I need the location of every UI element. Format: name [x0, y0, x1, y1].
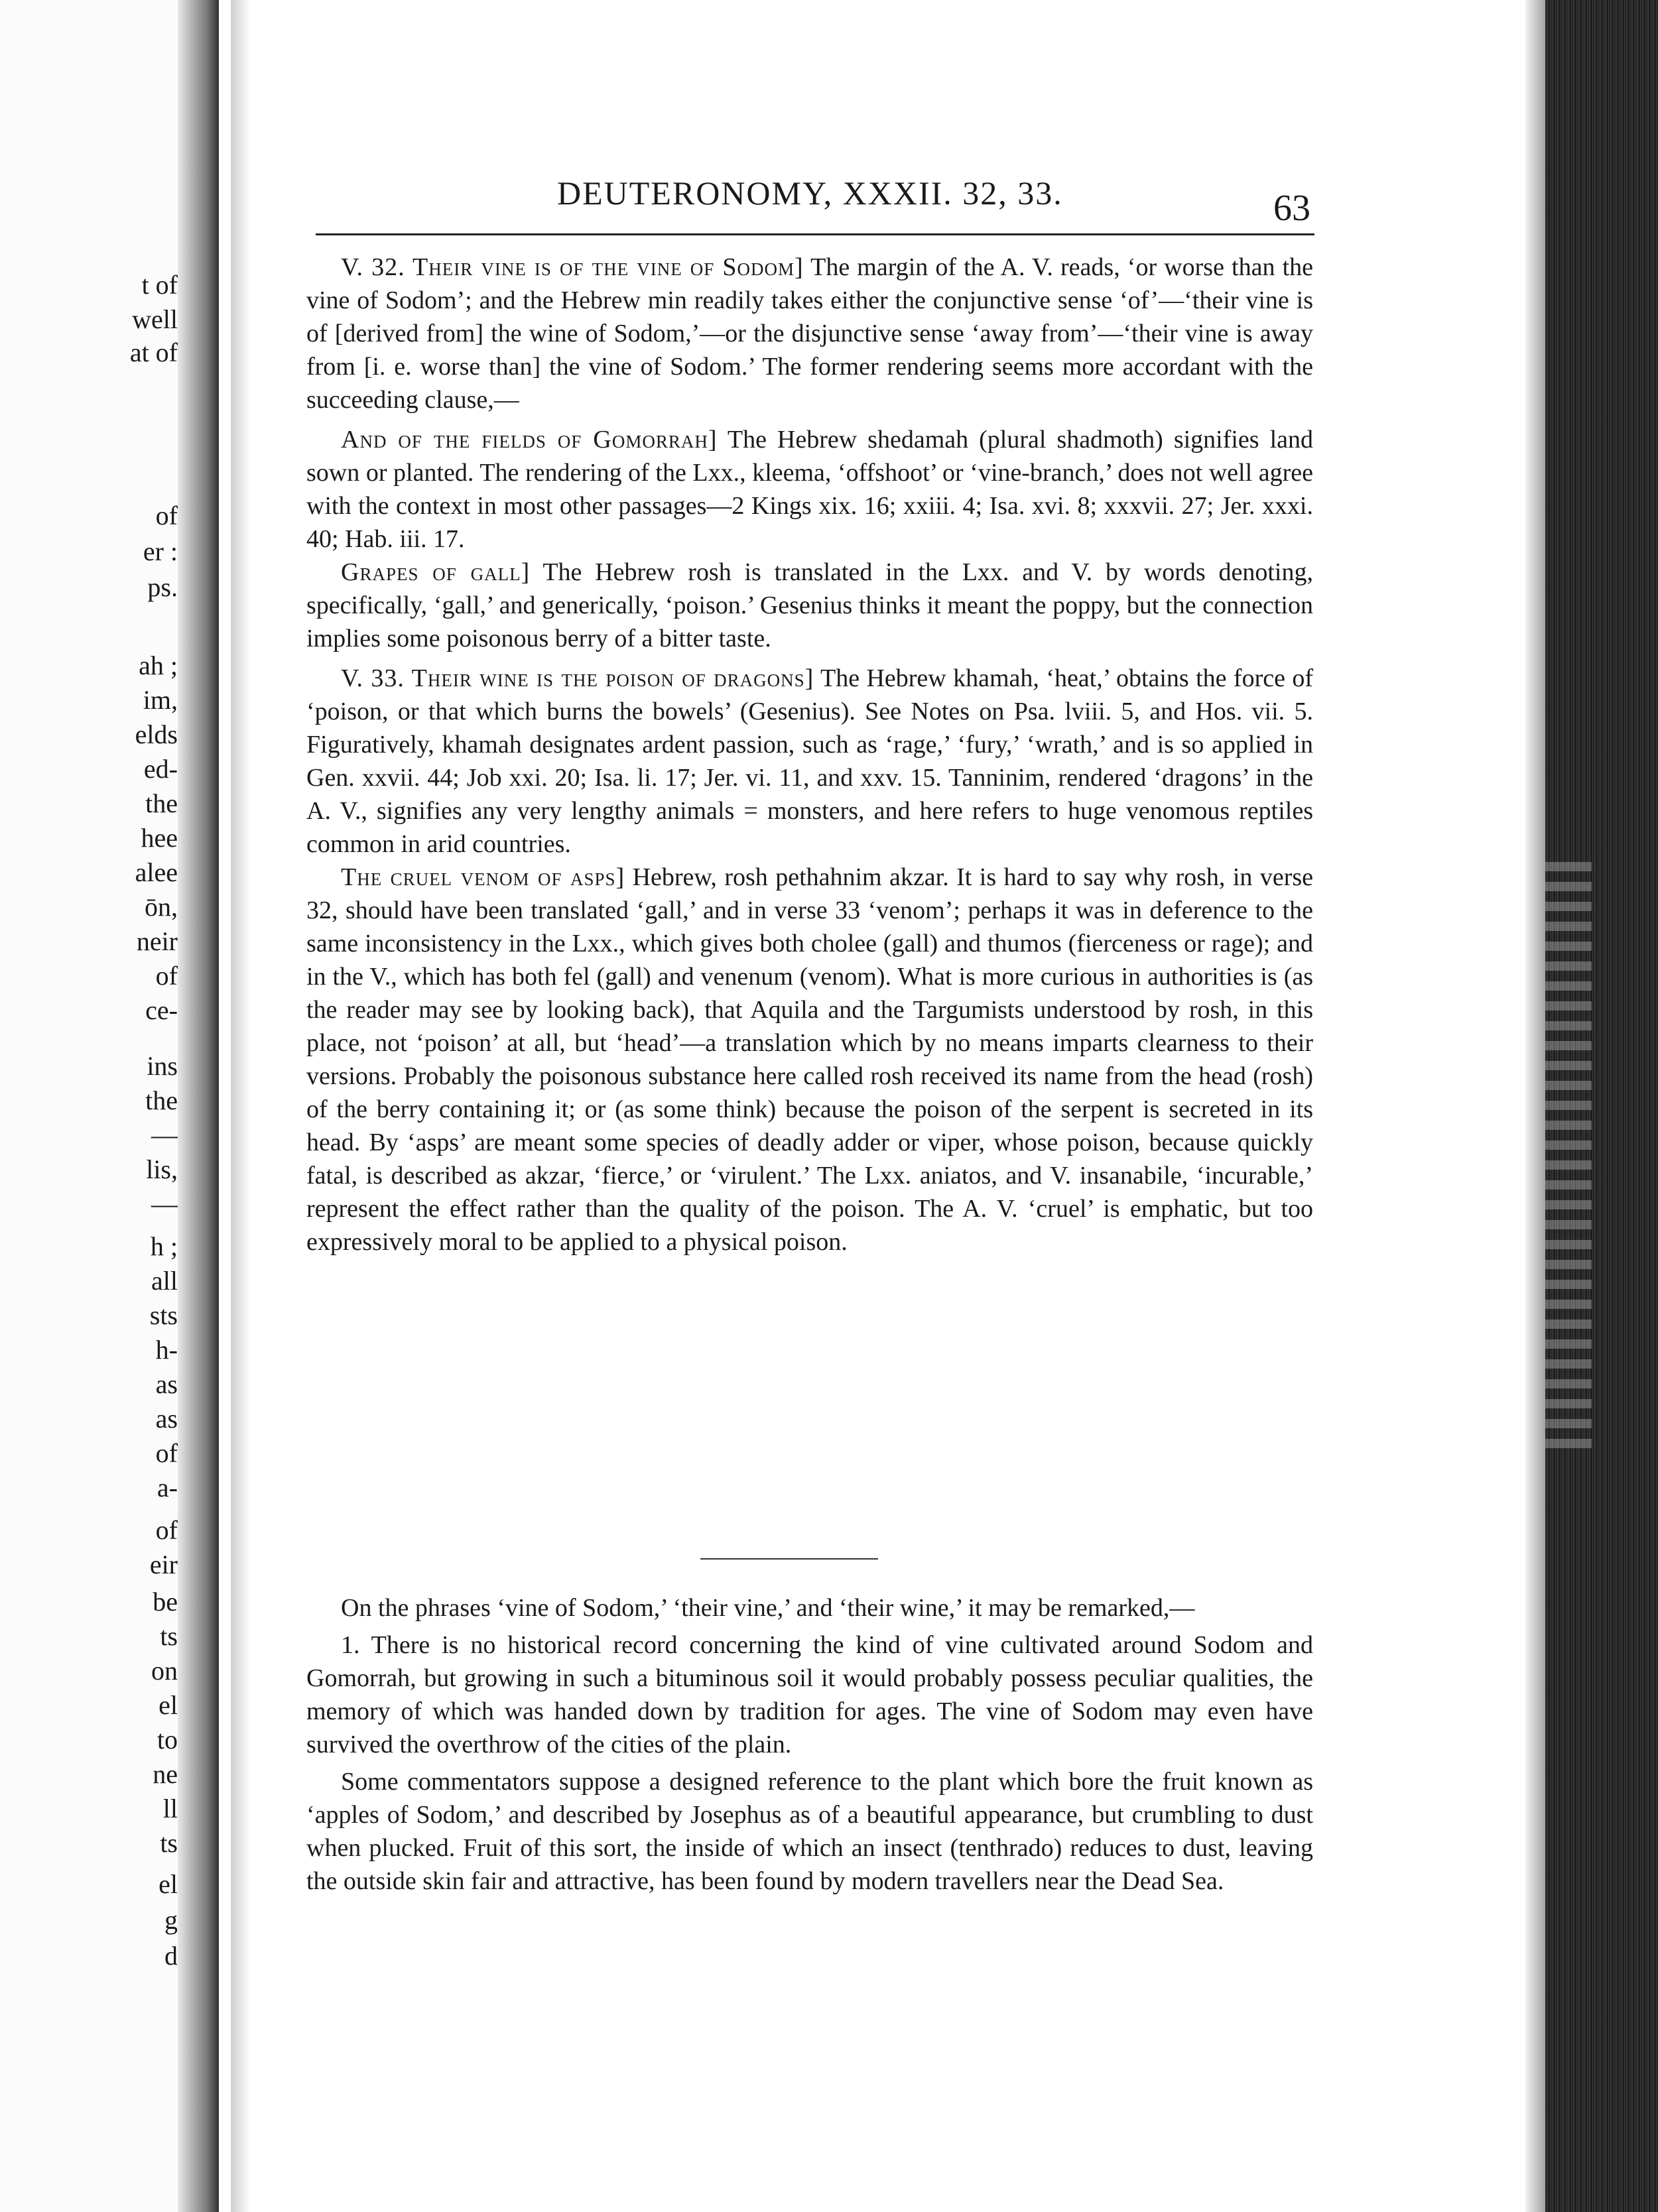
paragraph-text: The Hebrew khamah, ‘heat,’ obtains the force of ‘poison, or that which burns the bowels’ (Gesenius). See Notes on Psa. lviii. 5, and Hos. vii. 5. Figuratively, khamah designates ardent passion, such as ‘rage,’ ‘fury,’ ‘wrath,’ and is so applied in Gen. xxvii. 44; Job xxi. 20; Isa. li. 17; Jer. vi. 11, and xxv. 15. Tanninim, rendered ‘dragons’ in the A. V., signifies any very lengthy animals = monsters, and here refers to huge venomous reptiles common in arid countries.: [306, 664, 1313, 858]
fragment: hee: [141, 823, 178, 853]
paragraph-text: The Hebrew shedamah (plural shadmoth) signifies land sown or planted. The rendering of the Lxx., kleema, ‘offshoot’ or ‘vine-branch,’ does not well agree with the context in most other passages—2 Kings xix. 16; xxiii. 4; Isa. xvi. 8; xxxvii. 27; Jer. xxxi. 40; Hab. iii. 17.: [306, 426, 1314, 553]
fore-edge-marking: [1545, 862, 1592, 1459]
fragment: alee: [135, 857, 178, 887]
paragraph-text: Hebrew, rosh pethahnim akzar. It is hard to say why rosh, in verse 32, should have been translated ‘gall,’ and in verse 33 ‘venom’; perhaps it was in deference to the same inconsistency in the Lxx., which gives both cholee (gall) and thumos (fierceness or rage); and in the V., which has both fel (gall) and venenum (venom). What is more curious in authorities is (as the reader may see by looking back), that Aquila and the Targumists understood by rosh, in this place, not ‘poison’ at all, but ‘head’—a translation which by no means imparts clearness to their versions. Probably the poisonous substance here called rosh received its name from the head (rosh) of the berry containing it; or (as some think) because the poison of the serpent is secreted in its head. By ‘asps’ are meant some species of deadly adder or viper, whose poison, because quickly fatal, is described as akzar, ‘fierce,’ or ‘virulent.’ The Lxx. aniatos, and V. insanabile, ‘incurable,’ represent the effect rather than the quality of the poison. The A. V. ‘cruel’ is emphatic, but too expressively moral to be applied to a physical poison.: [306, 863, 1313, 1256]
fragment: eir: [149, 1550, 178, 1579]
paragraph-v32: [306, 251, 1313, 416]
fragment: of: [155, 1515, 178, 1545]
lemma: The cruel venom of asps]: [341, 863, 625, 891]
section-divider: [700, 1558, 878, 1560]
fragment: ins: [147, 1051, 178, 1081]
fragment: ce-: [145, 995, 178, 1025]
fragment: t of: [141, 270, 178, 300]
fragment: im,: [143, 685, 178, 715]
lemma: And of the fields of Gomorrah]: [341, 426, 718, 454]
lemma: Grapes of gall]: [341, 558, 531, 586]
fragment: g: [164, 1905, 178, 1935]
gutter-shade: [231, 0, 251, 2212]
fragment: as: [155, 1404, 178, 1434]
paragraph-v33: [306, 662, 1313, 861]
remark-apples-of-sodom: Some commentators suppose a designed reference to the plant which bore the fruit known as ‘apples of Sodom,’ and described by Josephus as of a beautiful appearance, but crumbling to dust when plucked. Fruit of this sort, the inside of which an insect (tenthrado) reduces to dust, leaving the outside skin fair and attractive, has been found by modern travellers near the Dead Sea.: [306, 1768, 1313, 1895]
fragment: neir: [136, 926, 178, 956]
fragment: as: [155, 1369, 178, 1399]
paragraph-asps: [306, 861, 1313, 1259]
fragment: ne: [153, 1759, 178, 1789]
fragment: ll: [162, 1794, 178, 1823]
fragment: —: [151, 1120, 178, 1150]
fragment: lis,: [146, 1154, 178, 1184]
fragment: h ;: [150, 1231, 178, 1261]
fragment: ed-: [143, 754, 178, 784]
fragment: el: [159, 1690, 178, 1720]
fragment: well: [132, 304, 178, 334]
previous-page-edge: [0, 0, 219, 2212]
remarks: [306, 1591, 1313, 1898]
fragment: the: [145, 1085, 178, 1115]
paragraph-text: The margin of the A. V. reads, ‘or worse than the vine of Sodom’; and the Hebrew min readily takes either the conjunctive sense ‘of’—‘their vine is of [derived from] the wine of Sodom,’—or the disjunctive sense ‘away from’—‘their vine is away from [i. e. worse than] the vine of Sodom.’ The former rendering seems more accordant with the succeeding clause,—: [306, 253, 1313, 414]
fragment: of: [155, 1438, 178, 1468]
paragraph-gall: [306, 556, 1313, 655]
fragment: ts: [160, 1828, 178, 1858]
fragment: all: [151, 1266, 178, 1296]
page-number: 63: [1273, 188, 1310, 229]
lemma: V. 33. Their wine is the poison of dragons]: [341, 664, 814, 692]
commentary: [306, 251, 1313, 1259]
fragment: ps.: [147, 572, 178, 602]
fragment: the: [145, 788, 178, 818]
fragment: d: [164, 1941, 178, 1971]
fragment: to: [157, 1725, 178, 1754]
paragraph-gomorrah: [306, 423, 1313, 556]
fragment: —: [151, 1189, 178, 1219]
fragment: on: [151, 1656, 178, 1686]
fragment: h-: [155, 1335, 178, 1365]
fragment: ōn,: [145, 892, 178, 922]
fragment: ts: [160, 1621, 178, 1651]
fragment: of: [155, 501, 178, 530]
lemma: V. 32. Their vine is of the vine of Sodom]: [341, 253, 804, 281]
running-head: DEUTERONOMY, XXXII. 32, 33.: [557, 174, 1063, 212]
fragment: sts: [149, 1300, 178, 1330]
header-rule: [316, 233, 1314, 235]
remarks-intro: On the phrases ‘vine of Sodom,’ ‘their vine,’ and ‘their wine,’ it may be remarked,—: [341, 1594, 1195, 1622]
gutter-shadow: [178, 0, 219, 2212]
fragment: at of: [129, 338, 178, 367]
fragment: el: [159, 1869, 178, 1899]
fragment: a-: [157, 1473, 178, 1503]
previous-page-text: [0, 0, 178, 2212]
fragment: er :: [143, 536, 178, 566]
fragment: of: [155, 961, 178, 991]
fragment: be: [153, 1587, 178, 1617]
paragraph-text: The Hebrew rosh is translated in the Lxx. and V. by words denoting, specifically, ‘gall,’ and generically, ‘poison.’ Gesenius thinks it meant the poppy, but the connection implies some poisonous berry of a bitter taste.: [306, 558, 1313, 652]
remark-1: 1. There is no historical record concerning the kind of vine cultivated around Sodom and Gomorrah, but growing in such a bituminous soil it would probably possess peculiar qualities, the memory of which was handed down by tradition for ages. The vine of Sodom may even have survived the overthrow of the cities of the plain.: [306, 1631, 1313, 1758]
fragment: ah ;: [139, 650, 178, 680]
fragment: elds: [135, 719, 178, 749]
